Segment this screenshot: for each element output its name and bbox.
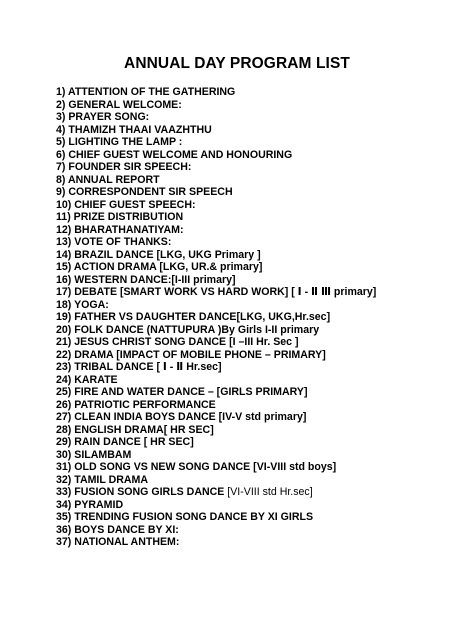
program-item-text: 7) FOUNDER SIR SPEECH: bbox=[56, 161, 192, 173]
program-item bbox=[56, 136, 376, 149]
program-item-text: 9) CORRESPONDENT SIR SPEECH bbox=[56, 186, 233, 198]
program-item-text: 1) ATTENTION OF THE GATHERING bbox=[56, 86, 236, 98]
program-item-text: 32) TAMIL DRAMA bbox=[56, 473, 149, 486]
program-item bbox=[56, 124, 376, 137]
program-item bbox=[56, 236, 376, 249]
program-item bbox=[56, 161, 376, 174]
program-item-text: 4) THAMIZH THAAI VAAZHTHU bbox=[56, 123, 212, 136]
program-item-text: 3) PRAYER SONG: bbox=[56, 111, 150, 123]
program-item bbox=[56, 274, 376, 287]
program-item-text: 27) CLEAN INDIA BOYS DANCE [IV-V std primary] bbox=[56, 411, 307, 423]
program-item-text: 37) NATIONAL ANTHEM: bbox=[56, 536, 180, 548]
program-item bbox=[56, 349, 376, 362]
program-item-text: 18) YOGA: bbox=[56, 298, 109, 311]
program-item-text: 6) CHIEF GUEST WELCOME AND HONOURING bbox=[56, 148, 293, 161]
program-item bbox=[56, 474, 376, 487]
program-item-text: 29) RAIN DANCE [ HR SEC] bbox=[56, 436, 194, 448]
program-item bbox=[56, 299, 376, 312]
program-item-text: 16) WESTERN DANCE:[I-III primary] bbox=[56, 273, 236, 286]
program-item bbox=[56, 261, 376, 274]
program-item bbox=[56, 461, 376, 474]
program-item-text: 15) ACTION DRAMA [LKG, UR.& primary] bbox=[56, 261, 263, 273]
program-item bbox=[56, 486, 376, 499]
program-item bbox=[56, 249, 376, 262]
program-item-text: 19) FATHER VS DAUGHTER DANCE[LKG, UKG,Hr.sec] bbox=[56, 311, 331, 323]
program-item bbox=[56, 386, 376, 399]
program-item-text: 13) VOTE OF THANKS: bbox=[56, 236, 172, 248]
program-item bbox=[56, 86, 376, 99]
program-item-text: 8) ANNUAL REPORT bbox=[56, 173, 160, 186]
program-item bbox=[56, 524, 376, 537]
program-item bbox=[56, 499, 376, 512]
program-item-text: 22) DRAMA [IMPACT OF MOBILE PHONE – PRIMARY] bbox=[56, 348, 326, 361]
program-item-text: 14) BRAZIL DANCE [LKG, UKG Primary ] bbox=[56, 248, 261, 261]
program-item bbox=[56, 336, 376, 349]
program-item bbox=[56, 399, 376, 412]
program-item-text: 2) GENERAL WELCOME: bbox=[56, 98, 182, 111]
program-item bbox=[56, 511, 376, 524]
program-item bbox=[56, 311, 376, 324]
program-item bbox=[56, 324, 376, 337]
program-item bbox=[56, 174, 376, 187]
program-item-text: 17) DEBATE [SMART WORK VS HARD WORK] [ Ⅰ - Ⅱ Ⅲ primary] bbox=[56, 286, 377, 298]
program-item-text: 21) JESUS CHRIST SONG DANCE [I –III Hr. Sec ] bbox=[56, 336, 299, 348]
program-item-text: 35) TRENDING FUSION SONG DANCE BY XI GIRLS bbox=[56, 511, 314, 523]
program-item bbox=[56, 199, 376, 212]
program-item bbox=[56, 449, 376, 462]
program-list bbox=[56, 86, 376, 549]
program-item-text: 30) SILAMBAM bbox=[56, 448, 132, 461]
program-item-text: 11) PRIZE DISTRIBUTION bbox=[56, 211, 184, 223]
program-item bbox=[56, 149, 376, 162]
program-item bbox=[56, 374, 376, 387]
program-item-text: 36) BOYS DANCE BY XI: bbox=[56, 523, 179, 536]
program-item bbox=[56, 111, 376, 124]
program-item bbox=[56, 536, 376, 549]
program-item bbox=[56, 186, 376, 199]
program-item bbox=[56, 286, 376, 299]
program-item-text: 28) ENGLISH DRAMA[ HR SEC] bbox=[56, 423, 214, 436]
program-item-text: 25) FIRE AND WATER DANCE – [GIRLS PRIMARY] bbox=[56, 386, 308, 398]
program-item-text: 5) LIGHTING THE LAMP : bbox=[56, 136, 183, 148]
program-item-text: 31) OLD SONG VS NEW SONG DANCE [VI-VIII std boys] bbox=[56, 461, 337, 473]
program-item-text: 23) TRIBAL DANCE [ Ⅰ - Ⅱ Hr.sec] bbox=[56, 361, 222, 373]
program-item-text: 24) KARATE bbox=[56, 373, 118, 386]
program-item bbox=[56, 436, 376, 449]
document-title: ANNUAL DAY PROGRAM LIST bbox=[124, 55, 350, 72]
program-item-suffix: [VI-VIII std Hr.sec] bbox=[227, 486, 313, 498]
program-item-text: 33) FUSION SONG GIRLS DANCE bbox=[56, 486, 228, 498]
program-item-text: 34) PYRAMID bbox=[56, 498, 124, 511]
program-item-text: 26) PATRIOTIC PERFORMANCE bbox=[56, 398, 216, 411]
program-item-text: 12) BHARATHANATIYAM: bbox=[56, 223, 184, 236]
program-item-text: 10) CHIEF GUEST SPEECH: bbox=[56, 198, 196, 211]
program-item bbox=[56, 361, 376, 374]
program-item-text: 20) FOLK DANCE (NATTUPURA )By Girls I-II primary bbox=[56, 323, 320, 336]
program-item bbox=[56, 424, 376, 437]
program-item bbox=[56, 224, 376, 237]
program-item bbox=[56, 99, 376, 112]
program-item bbox=[56, 411, 376, 424]
program-item bbox=[56, 211, 376, 224]
